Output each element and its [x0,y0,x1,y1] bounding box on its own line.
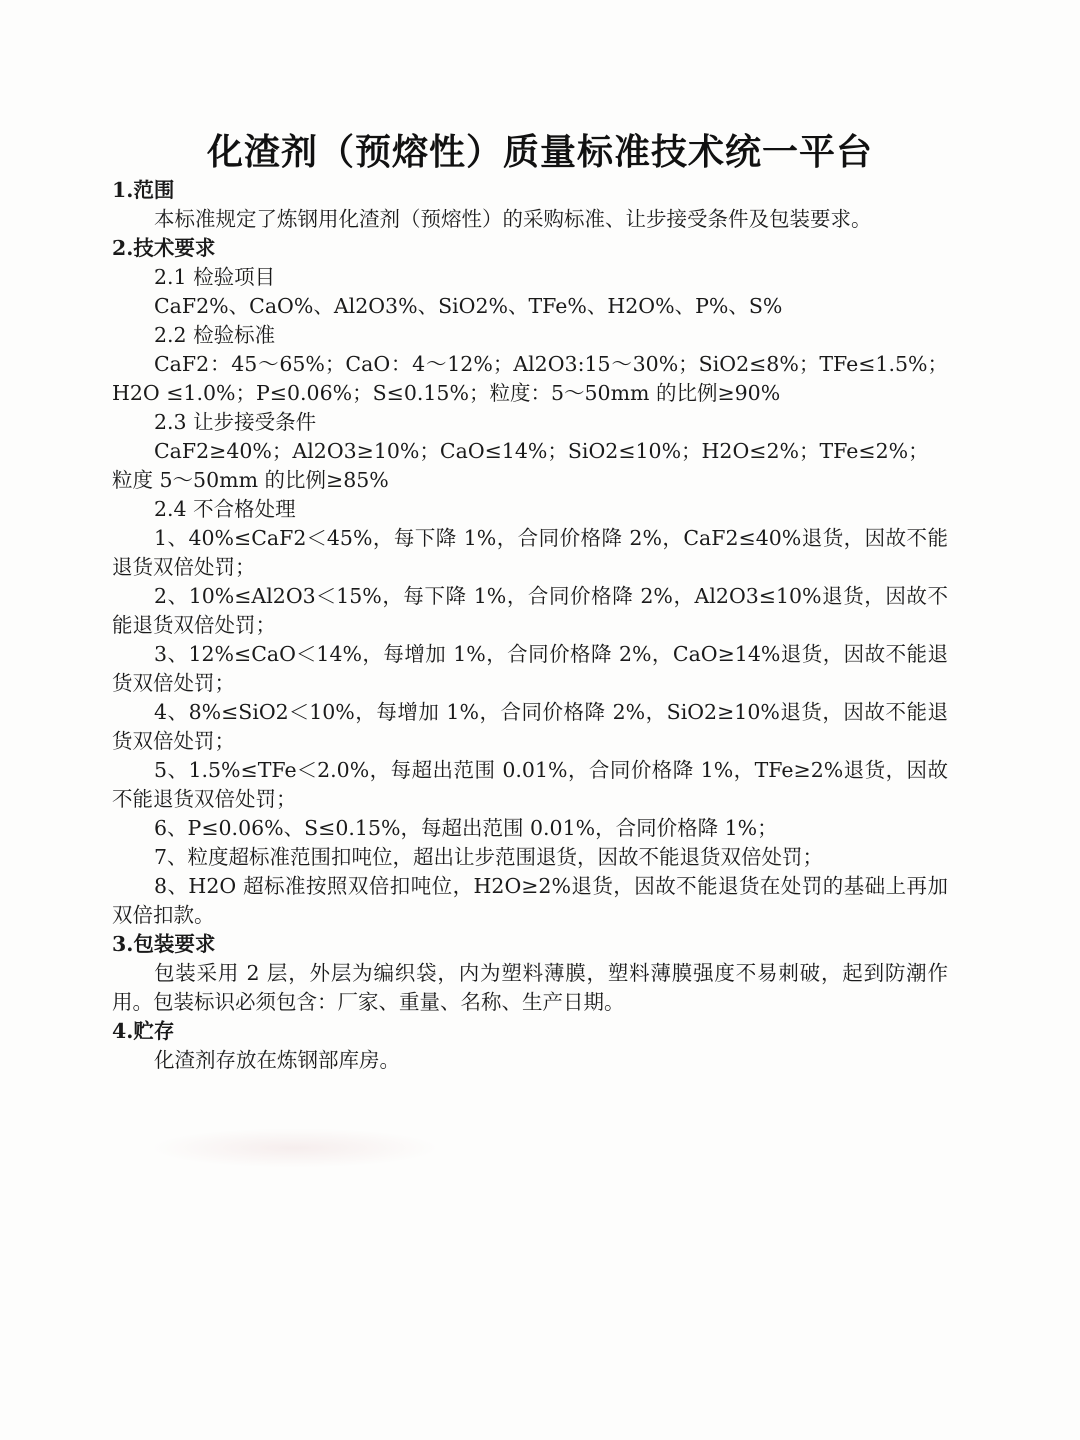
section-4-text: 化渣剂存放在炼钢部库房。 [154,1048,400,1072]
nonconformity-item: 4、8%≤SiO2＜10%，每增加 1%，合同价格降 2%，SiO2≥10%退货，因故不能退货双倍处罚； [112,700,948,753]
section-2-heading: 2.技术要求 [112,236,216,260]
section-2-2-text: CaF2：45～65%；CaO：4～12%；Al2O3:15～30%；SiO2≤8%；TFe≤1.5%；H2O ≤1.0%；P≤0.06%；S≤0.15%；粒度：5～50mm 的比例≥90% [112,352,948,405]
nonconformity-item: 8、H2O 超标准按照双倍扣吨位，H2O≥2%退货，因故不能退货在处罚的基础上再加双倍扣款。 [112,874,948,927]
scan-smudge [150,1128,440,1168]
section-2-2-heading: 2.2 检验标准 [154,323,276,347]
document-body [112,176,948,1075]
section-3-text: 包装采用 2 层，外层为编织袋，内为塑料薄膜，塑料薄膜强度不易刺破，起到防潮作用。包装标识必须包含：厂家、重量、名称、生产日期。 [112,961,948,1014]
section-1-heading: 1.范围 [112,178,175,202]
section-4-heading: 4.贮存 [112,1019,175,1043]
section-2-4-heading: 2.4 不合格处理 [154,497,296,521]
nonconformity-item: 2、10%≤Al2O3＜15%，每下降 1%，合同价格降 2%，Al2O3≤10%退货，因故不能退货双倍处罚； [112,584,948,637]
section-1-text: 本标准规定了炼钢用化渣剂（预熔性）的采购标准、让步接受条件及包装要求。 [154,207,872,231]
section-3-heading: 3.包装要求 [112,932,216,956]
section-2-3-heading: 2.3 让步接受条件 [154,410,317,434]
nonconformity-item: 6、P≤0.06%、S≤0.15%，每超出范围 0.01%，合同价格降 1%； [154,816,778,840]
nonconformity-item: 5、1.5%≤TFe＜2.0%，每超出范围 0.01%，合同价格降 1%，TFe≥2%退货，因故不能退货双倍处罚； [112,758,948,811]
section-2-1-text: CaF2%、CaO%、Al2O3%、SiO2%、TFe%、H2O%、P%、S% [154,294,783,318]
section-2-3-text: CaF2≥40%；Al2O3≥10%；CaO≤14%；SiO2≤10%；H2O≤2%；TFe≤2%；粒度 5～50mm 的比例≥85% [112,439,929,492]
nonconformity-item: 7、粒度超标准范围扣吨位，超出让步范围退货，因故不能退货双倍处罚； [154,845,824,869]
nonconformity-item: 1、40%≤CaF2＜45%，每下降 1%，合同价格降 2%，CaF2≤40%退货，因故不能退货双倍处罚； [112,526,948,579]
document-title: 化渣剂（预熔性）质量标准技术统一平台 [206,131,873,173]
nonconformity-item: 3、12%≤CaO＜14%，每增加 1%，合同价格降 2%，CaO≥14%退货，因故不能退货双倍处罚； [112,642,948,695]
section-2-1-heading: 2.1 检验项目 [154,265,276,289]
